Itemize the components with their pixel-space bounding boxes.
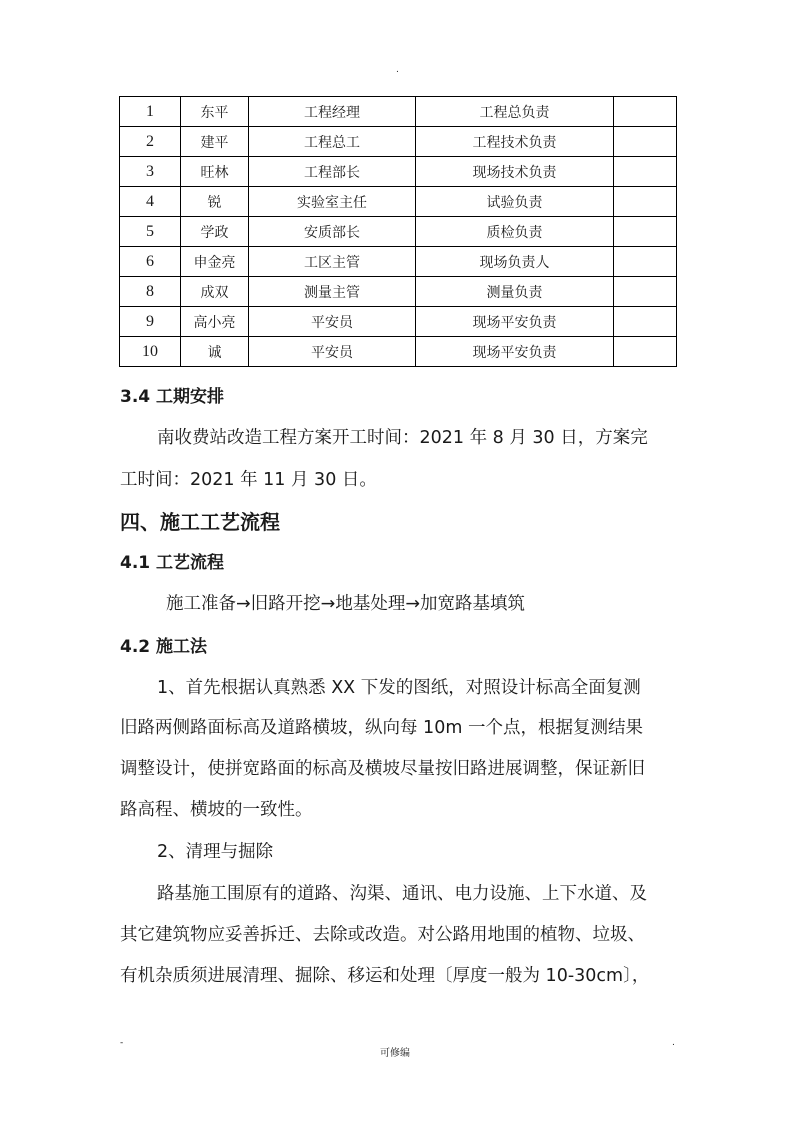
row-position: 安质部长 (249, 217, 416, 247)
row-duty: 现场技术负责 (416, 157, 614, 187)
row-duty: 测量负责 (416, 277, 614, 307)
row-position: 工程部长 (249, 157, 416, 187)
method-para-1-line-3: 调整设计，使拼宽路面的标高及横坡尽量按旧路进展调整，保证新旧 (120, 759, 645, 779)
row-number: 6 (120, 247, 181, 277)
staff-table-body (120, 97, 677, 367)
row-note (614, 97, 677, 127)
footer-label: 可修编 (380, 1048, 410, 1059)
row-name: 高小亮 (181, 307, 249, 337)
section-4-1-title: 4.1 工艺流程 (120, 553, 225, 573)
row-note (614, 247, 677, 277)
row-name: 学政 (181, 217, 249, 247)
method-para-1-line-2: 旧路两侧路面标高及道路横坡，纵向每 10m 一个点，根据复测结果 (120, 718, 643, 738)
table-row (120, 187, 677, 217)
table-row (120, 157, 677, 187)
process-flow: 施工准备→旧路开挖→地基处理→加宽路基填筑 (166, 594, 525, 614)
row-name: 旺林 (181, 157, 249, 187)
table-row (120, 127, 677, 157)
row-number: 10 (120, 337, 181, 367)
row-number: 3 (120, 157, 181, 187)
row-note (614, 277, 677, 307)
row-position: 测量主管 (249, 277, 416, 307)
table-row (120, 307, 677, 337)
row-number: 4 (120, 187, 181, 217)
row-number: 2 (120, 127, 181, 157)
row-duty: 现场平安负责 (416, 337, 614, 367)
row-name: 成双 (181, 277, 249, 307)
row-name: 东平 (181, 97, 249, 127)
row-note (614, 157, 677, 187)
footer-right-mark: . (672, 1038, 675, 1048)
method-para-3-line-1: 路基施工围原有的道路、沟渠、通讯、电力设施、上下水道、及 (157, 884, 647, 904)
method-para-2: 2、清理与掘除 (157, 842, 274, 862)
method-para-1-line-1: 1、首先根据认真熟悉 XX 下发的图纸，对照设计标高全面复测 (157, 678, 641, 698)
row-number: 8 (120, 277, 181, 307)
row-name: 申金亮 (181, 247, 249, 277)
row-note (614, 187, 677, 217)
row-duty: 工程技术负责 (416, 127, 614, 157)
header-dot: . (396, 65, 399, 75)
row-note (614, 307, 677, 337)
row-duty: 现场负责人 (416, 247, 614, 277)
schedule-line-1: 南收费站改造工程方案开工时间：2021 年 8 月 30 日，方案完 (157, 428, 648, 448)
row-position: 平安员 (249, 337, 416, 367)
staff-table (119, 96, 677, 367)
row-number: 1 (120, 97, 181, 127)
table-row (120, 97, 677, 127)
row-name: 诚 (181, 337, 249, 367)
row-duty: 工程总负责 (416, 97, 614, 127)
row-note (614, 337, 677, 367)
row-position: 实验室主任 (249, 187, 416, 217)
table-row (120, 337, 677, 367)
row-number: 9 (120, 307, 181, 337)
row-number: 5 (120, 217, 181, 247)
method-para-3-line-2: 其它建筑物应妥善拆迁、去除或改造。对公路用地围的植物、垃圾、 (120, 925, 645, 945)
table-row (120, 217, 677, 247)
schedule-line-2: 工时间：2021 年 11 月 30 日。 (120, 470, 377, 490)
section-3-4-title: 3.4 工期安排 (120, 387, 225, 407)
row-name: 锐 (181, 187, 249, 217)
section-4-2-title: 4.2 施工法 (120, 637, 208, 657)
row-position: 工区主管 (249, 247, 416, 277)
table-row (120, 277, 677, 307)
method-para-3-line-3: 有机杂质须进展清理、掘除、移运和处理〔厚度一般为 10-30cm〕， (120, 966, 650, 986)
row-duty: 现场平安负责 (416, 307, 614, 337)
row-position: 工程经理 (249, 97, 416, 127)
row-name: 建平 (181, 127, 249, 157)
row-note (614, 127, 677, 157)
section-4-title: 四、施工工艺流程 (120, 510, 280, 534)
table-row (120, 247, 677, 277)
method-para-1-line-4: 路高程、横坡的一致性。 (120, 800, 313, 820)
row-position: 工程总工 (249, 127, 416, 157)
row-position: 平安员 (249, 307, 416, 337)
row-note (614, 217, 677, 247)
footer-left-mark: - (120, 1038, 124, 1048)
row-duty: 试验负责 (416, 187, 614, 217)
row-duty: 质检负责 (416, 217, 614, 247)
